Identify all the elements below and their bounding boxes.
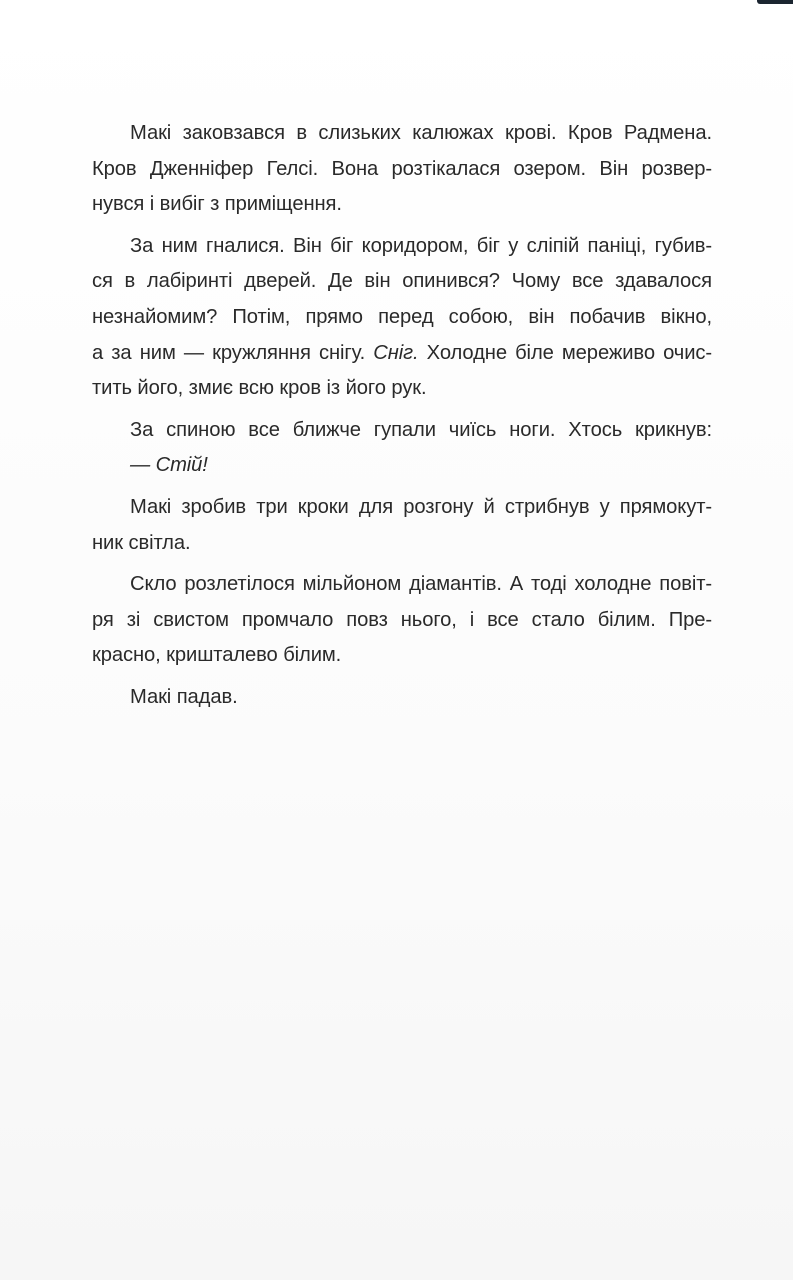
dialogue-line bbox=[92, 448, 712, 484]
paragraph-6 bbox=[92, 567, 712, 674]
text-line: Макі зробив три кроки для розгону й стрибнув у прямокут- bbox=[130, 495, 712, 518]
text-line: ник світла. bbox=[92, 531, 191, 554]
page-text bbox=[92, 116, 712, 716]
text-line: ся в лабіринті дверей. Де він опинився? Чому все здавалося bbox=[92, 270, 712, 293]
text-line: Макі падав. bbox=[130, 685, 238, 708]
text-line: За ним гналися. Він біг коридором, біг у сліпій паніці, губив- bbox=[130, 234, 712, 257]
italic-word: Сніг. bbox=[373, 341, 419, 364]
text-line: красно, кришталево білим. bbox=[92, 644, 342, 667]
paragraph-5 bbox=[92, 490, 712, 561]
text-line: Скло розлетілося мільйоном діамантів. А тоді холодне повіт- bbox=[130, 573, 712, 596]
paragraph-3 bbox=[92, 413, 712, 449]
text-line: незнайомим? Потім, прямо перед собою, він побачив вікно, bbox=[92, 305, 712, 328]
paragraph-7 bbox=[92, 680, 712, 716]
text-line: За спиною все ближче гупали чиїсь ноги. Хтось крикнув: bbox=[130, 418, 712, 441]
text-segment: Холодне біле мереживо очис- bbox=[418, 341, 712, 364]
paragraph-2 bbox=[92, 229, 712, 407]
text-segment: а за ним — кружляння снігу. bbox=[92, 341, 374, 364]
text-line: Кров Дженніфер Гелсі. Вона розтікалася озером. Він розвер- bbox=[92, 157, 712, 180]
text-line: нувся і вибіг з приміщення. bbox=[92, 193, 342, 216]
text-line: ря зі свистом промчало повз нього, і все стало білим. Пре- bbox=[92, 608, 712, 631]
text-line-mixed bbox=[92, 336, 712, 372]
text-line: Макі заковзався в слизьких калюжах крові. Кров Радмена. bbox=[130, 122, 712, 144]
italic-dialogue: — Стій! bbox=[130, 454, 208, 477]
paragraph-1 bbox=[92, 116, 712, 223]
page-corner-edge bbox=[757, 0, 793, 4]
text-line: тить його, змиє всю кров із його рук. bbox=[92, 377, 427, 400]
paragraph-4 bbox=[92, 448, 712, 484]
